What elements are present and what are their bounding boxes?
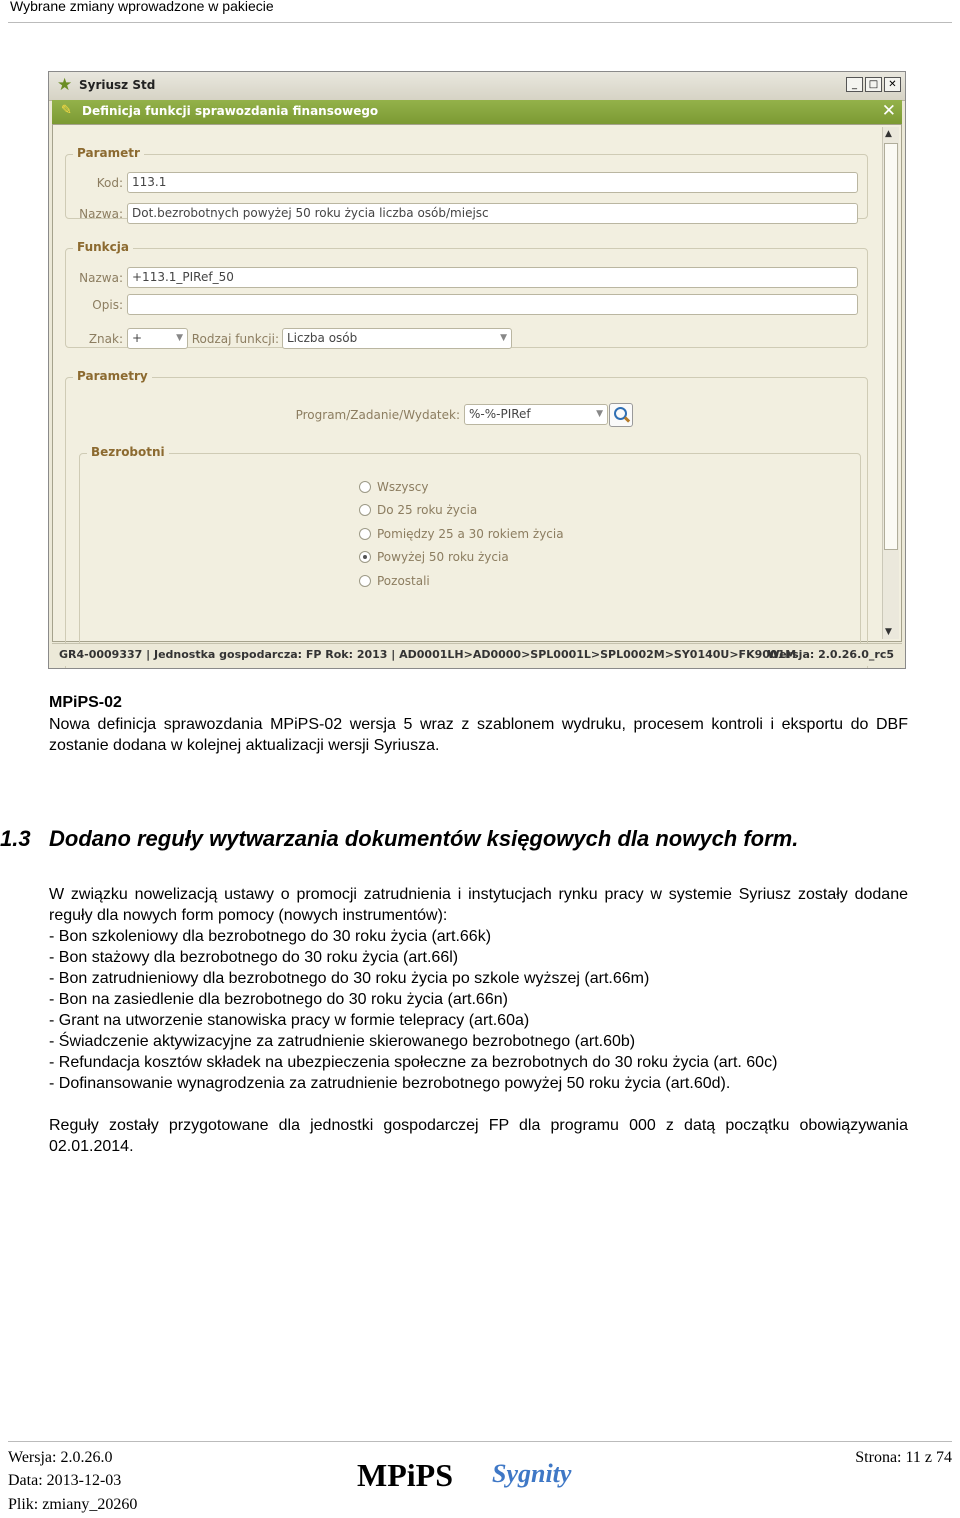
dialog-titlebar <box>52 100 902 124</box>
funkcja-nazwa-label: Nazwa: <box>79 271 123 285</box>
radio-label: Wszyscy <box>377 480 429 494</box>
rodzaj-value: Liczba osób <box>287 331 358 345</box>
section-intro: W związku nowelizacją ustawy o promocji zatrudnienia i instytucjach rynku pracy w systemie Syriusz zostały dodane reguły dla nowych form pomocy (nowych instrumentów): <box>49 886 908 924</box>
radio-circle[interactable] <box>359 575 371 587</box>
section-number: 1.3 <box>0 826 31 851</box>
program-label: Program/Zadanie/Wydatek: <box>295 408 460 422</box>
section-list <box>49 926 908 1094</box>
app-star-icon: ★ <box>57 75 73 95</box>
kod-label: Kod: <box>96 176 123 190</box>
opis-field[interactable] <box>127 294 858 315</box>
radio-label: Powyżej 50 roku życia <box>377 550 509 564</box>
znak-label: Znak: <box>88 332 123 346</box>
radio-label: Pomiędzy 25 a 30 rokiem życia <box>377 527 564 541</box>
radio-pozostali[interactable] <box>359 574 430 588</box>
scroll-up-icon[interactable]: ▲ <box>885 129 892 139</box>
kod-field[interactable]: 113.1 <box>127 172 858 193</box>
scroll-thumb[interactable] <box>884 143 898 550</box>
section-heading <box>0 826 798 852</box>
mpips-logo: MPiPS <box>357 1457 453 1493</box>
list-item: - Grant na utworzenie stanowiska pracy w formie telepracy (art.60a) <box>49 1012 530 1029</box>
app-screenshot <box>48 71 906 669</box>
funkcja-nazwa-field[interactable]: +113.1_PIRef_50 <box>127 267 858 288</box>
chevron-down-icon: ▼ <box>596 409 603 419</box>
list-item: - Refundacja kosztów składek na ubezpieczenia społeczne za bezrobotnych do 30 roku życia (art. 60c) <box>49 1054 778 1071</box>
app-title: Syriusz Std <box>79 78 156 92</box>
opis-label: Opis: <box>92 298 123 312</box>
radio-do-25[interactable] <box>359 503 477 517</box>
rodzaj-select[interactable] <box>282 328 512 349</box>
rodzaj-label: Rodzaj funkcji: <box>191 332 279 346</box>
list-item: - Bon na zasiedlenie dla bezrobotnego do 30 roku życia (art.66n) <box>49 991 508 1008</box>
program-value: %-%-PIRef <box>469 407 531 421</box>
page-header: Wybrane zmiany wprowadzone w pakiecie <box>10 0 274 14</box>
radio-circle[interactable] <box>359 528 371 540</box>
scroll-down-icon[interactable]: ▼ <box>885 627 892 637</box>
close-window-icon[interactable]: ✕ <box>884 77 901 92</box>
search-icon[interactable] <box>609 403 633 427</box>
window-controls <box>846 77 901 92</box>
group-bezrobotni-title: Bezrobotni <box>87 445 169 459</box>
radio-25-30[interactable] <box>359 527 564 541</box>
list-item: - Świadczenie aktywizacyjne za zatrudnienie skierowanego bezrobotnego (art.60b) <box>49 1033 636 1050</box>
vertical-scrollbar[interactable] <box>882 127 899 639</box>
list-item: - Bon stażowy dla bezrobotnego do 30 roku życia (art.66l) <box>49 949 459 966</box>
minimize-icon[interactable]: _ <box>846 77 863 92</box>
footer-strona: Strona: 11 z 74 <box>855 1449 952 1466</box>
footer-data: Data: 2013-12-03 <box>8 1472 122 1489</box>
group-parametr-title: Parametr <box>73 146 144 160</box>
radio-wszyscy[interactable] <box>359 480 428 494</box>
section-title: Dodano reguły wytwarzania dokumentów księgowych dla nowych form. <box>49 826 799 851</box>
footer-plik: Plik: zmiany_20260 <box>8 1496 138 1513</box>
nazwa-label: Nazwa: <box>79 207 123 221</box>
znak-select[interactable] <box>127 328 188 349</box>
status-version: Wersja: 2.0.26.0_rc5 <box>767 648 894 661</box>
close-dialog-icon[interactable]: ✕ <box>881 101 896 121</box>
app-titlebar <box>49 72 905 101</box>
chevron-down-icon: ▼ <box>176 333 183 343</box>
group-funkcja-title: Funkcja <box>73 240 133 254</box>
status-path: GR4-0009337 | Jednostka gospodarcza: FP Rok: 2013 | AD0001LH>AD0000>SPL0001L>SPL0002M>SY0140U>FK9001M <box>59 648 797 661</box>
sygnity-logo: Sygnity <box>492 1459 572 1488</box>
chevron-down-icon: ▼ <box>500 333 507 343</box>
list-item: - Bon szkoleniowy dla bezrobotnego do 30 roku życia (art.66k) <box>49 928 492 945</box>
footer-wersja: Wersja: 2.0.26.0 <box>8 1449 113 1466</box>
header-divider <box>8 22 952 23</box>
dialog-body <box>52 124 902 642</box>
group-parametry-title: Parametry <box>73 369 152 383</box>
section-closing: Reguły zostały przygotowane dla jednostki gospodarczej FP dla programu 000 z datą początku obowiązywania 02.01.2014. <box>49 1117 908 1155</box>
list-item: - Dofinansowanie wynagrodzenia za zatrudnienie bezrobotnego powyżej 50 roku życia (art.60d). <box>49 1075 731 1092</box>
radio-label: Do 25 roku życia <box>377 503 478 517</box>
mpips-title: MPiPS-02 <box>49 694 122 711</box>
nazwa-field[interactable]: Dot.bezrobotnych powyżej 50 roku życia liczba osób/miejsc <box>127 203 858 224</box>
radio-powyzej-50[interactable] <box>359 550 509 564</box>
maximize-icon[interactable]: □ <box>865 77 882 92</box>
dialog-icon: ✎ <box>61 103 72 118</box>
radio-circle-selected[interactable] <box>359 551 371 563</box>
program-select[interactable] <box>464 404 608 425</box>
radio-circle[interactable] <box>359 481 371 493</box>
status-bar <box>52 643 902 666</box>
footer-divider <box>8 1441 952 1442</box>
mpips-body: Nowa definicja sprawozdania MPiPS-02 wersja 5 wraz z szablonem wydruku, procesem kontroli i eksportu do DBF zostanie dodana w kolejnej aktualizacji wersji Syriusza. <box>49 716 908 754</box>
list-item: - Bon zatrudnieniowy dla bezrobotnego do 30 roku życia po szkole wyższej (art.66m) <box>49 970 650 987</box>
radio-circle[interactable] <box>359 504 371 516</box>
znak-value: + <box>132 331 143 345</box>
radio-label: Pozostali <box>377 574 430 588</box>
dialog-title: Definicja funkcji sprawozdania finansowego <box>82 104 379 118</box>
